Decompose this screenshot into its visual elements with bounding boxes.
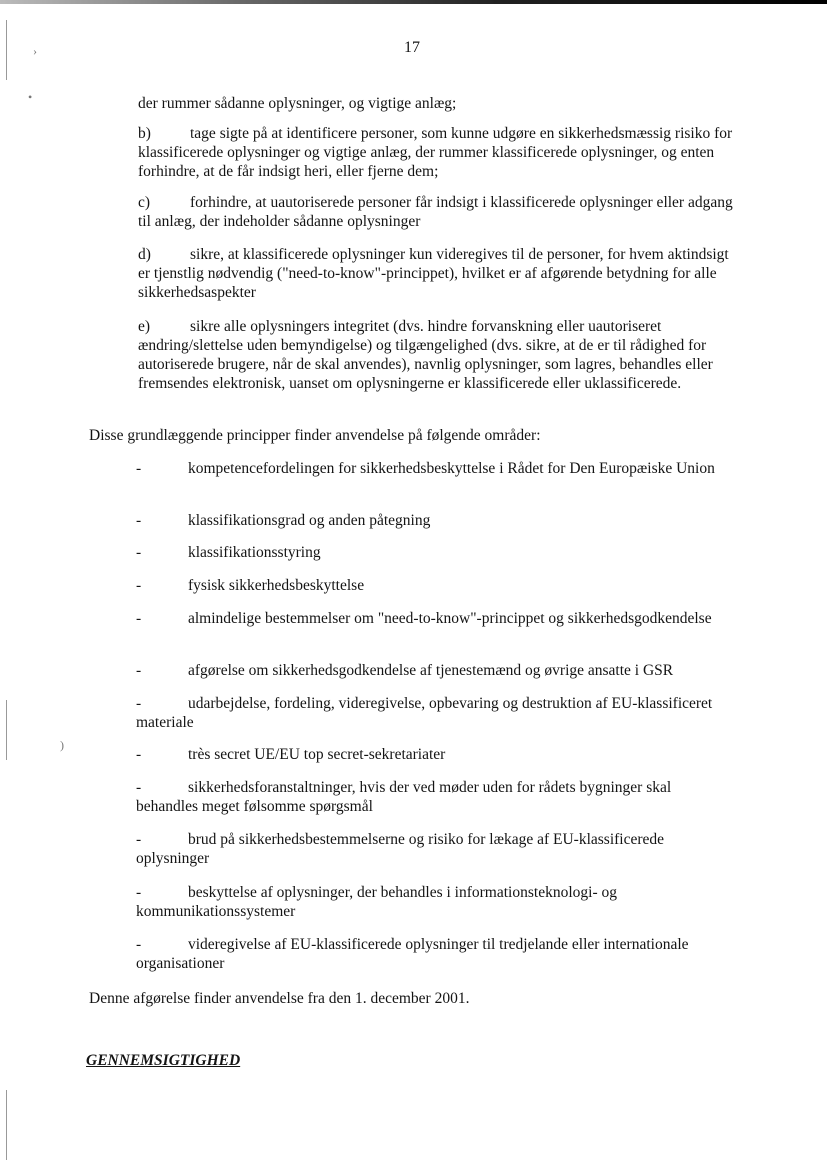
bullet-text: sikkerhedsforanstaltninger, hvis der ved møder uden for rådets bygninger skal behandles meget følsomme spørgsmål xyxy=(136,779,672,815)
bullet-text: brud på sikkerhedsbestemmelserne og risiko for lækage af EU-klassificerede oplysninger xyxy=(136,831,665,867)
list-item xyxy=(136,576,736,595)
principle-item-e xyxy=(138,317,738,393)
bullet-text: très secret UE/EU top secret-sekretariater xyxy=(188,746,446,763)
item-text: tage sigte på at identificere personer, som kunne udgøre en sikkerhedsmæssig risiko for klassificerede oplysninger og vigtige anlæg, der rummer klassificerede oplysninger, og enten forhindre, at de får indsigt heri, eller fjerne dem; xyxy=(138,125,733,180)
list-item xyxy=(136,511,736,530)
item-text: der rummer sådanne oplysninger, og vigtige anlæg; xyxy=(138,95,457,112)
bullet-dash: - xyxy=(136,610,142,627)
item-label: c) xyxy=(138,194,151,211)
bullet-dash: - xyxy=(136,662,142,679)
bullet-dash: - xyxy=(136,544,142,561)
bullet-dash: - xyxy=(136,779,142,796)
bullet-text: videregivelse af EU-klassificerede oplysninger til tredjelande eller internationale organisationer xyxy=(136,936,689,972)
scan-speck: • xyxy=(28,90,33,104)
principle-item-a-continuation xyxy=(138,94,738,113)
list-item xyxy=(136,694,736,732)
item-text: forhindre, at uautoriserede personer får indsigt i klassificerede oplysninger eller adgang til anlæg, der indeholder sådanne oplysninger xyxy=(138,194,733,230)
section-heading: GENNEMSIGTIGHED xyxy=(86,1052,241,1069)
item-text: sikre alle oplysningers integritet (dvs. hindre forvanskning eller uautoriseret ændring/slettelse uden bemyndigelse) og tilgængelighed (dvs. sikre, at de er til rådighed for autoriserede brugere, når de skal anvendes), navnlig oplysninger, som lagres, behandles eller fremsendes elektronisk, uanset om oplysningerne er klassificerede eller uklassificerede. xyxy=(138,318,713,392)
list-item xyxy=(136,830,736,868)
bullet-text: afgørelse om sikkerhedsgodkendelse af tjenestemænd og øvrige ansatte i GSR xyxy=(188,662,674,679)
bullet-dash: - xyxy=(136,577,142,594)
item-text: sikre, at klassificerede oplysninger kun videregives til de personer, for hvem aktindsigt er tjenstlig nødvendig ("need-to-know"-princippet), hvilket er af afgørende betydning for alle sikkerhedsaspekter xyxy=(138,246,729,301)
bullet-dash: - xyxy=(136,512,142,529)
list-item xyxy=(136,609,736,628)
bullet-dash: - xyxy=(136,936,142,953)
bullet-dash: - xyxy=(136,884,142,901)
bullet-dash: - xyxy=(136,695,142,712)
list-item xyxy=(136,543,736,562)
list-item xyxy=(136,935,736,973)
principle-item-b xyxy=(138,124,738,181)
bullet-dash: - xyxy=(136,460,142,477)
scan-left-margin-line xyxy=(6,700,7,760)
scan-left-margin-line xyxy=(6,1090,7,1160)
list-item xyxy=(136,778,736,816)
list-item xyxy=(136,883,736,921)
areas-intro: Disse grundlæggende principper finder anvendelse på følgende områder: xyxy=(89,427,541,444)
list-item xyxy=(136,661,736,680)
bullet-text: klassifikationsstyring xyxy=(188,544,321,561)
bullet-dash: - xyxy=(136,831,142,848)
bullet-dash: - xyxy=(136,746,142,763)
scan-speck: › xyxy=(33,44,37,58)
item-label: d) xyxy=(138,246,151,263)
bullet-text: udarbejdelse, fordeling, videregivelse, opbevaring og destruktion af EU-klassificeret materiale xyxy=(136,695,713,731)
scan-top-border xyxy=(0,0,827,4)
list-item xyxy=(136,745,736,764)
principle-item-c xyxy=(138,193,738,231)
bullet-text: klassifikationsgrad og anden påtegning xyxy=(188,512,431,529)
bullet-text: beskyttelse af oplysninger, der behandles i informationsteknologi- og kommunikationssystemer xyxy=(136,884,617,920)
bullet-text: kompetencefordelingen for sikkerhedsbeskyttelse i Rådet for Den Europæiske Union xyxy=(188,460,715,477)
scan-left-margin-line xyxy=(6,20,7,80)
bullet-text: almindelige bestemmelser om "need-to-know"-princippet og sikkerhedsgodkendelse xyxy=(188,610,712,627)
item-label: e) xyxy=(138,318,151,335)
item-label: b) xyxy=(138,125,151,142)
closing-statement: Denne afgørelse finder anvendelse fra den 1. december 2001. xyxy=(89,990,470,1007)
principle-item-d xyxy=(138,245,738,302)
bullet-text: fysisk sikkerhedsbeskyttelse xyxy=(188,577,365,594)
list-item xyxy=(136,459,736,478)
scan-speck: ) xyxy=(60,738,64,752)
page-number: 17 xyxy=(404,39,420,56)
